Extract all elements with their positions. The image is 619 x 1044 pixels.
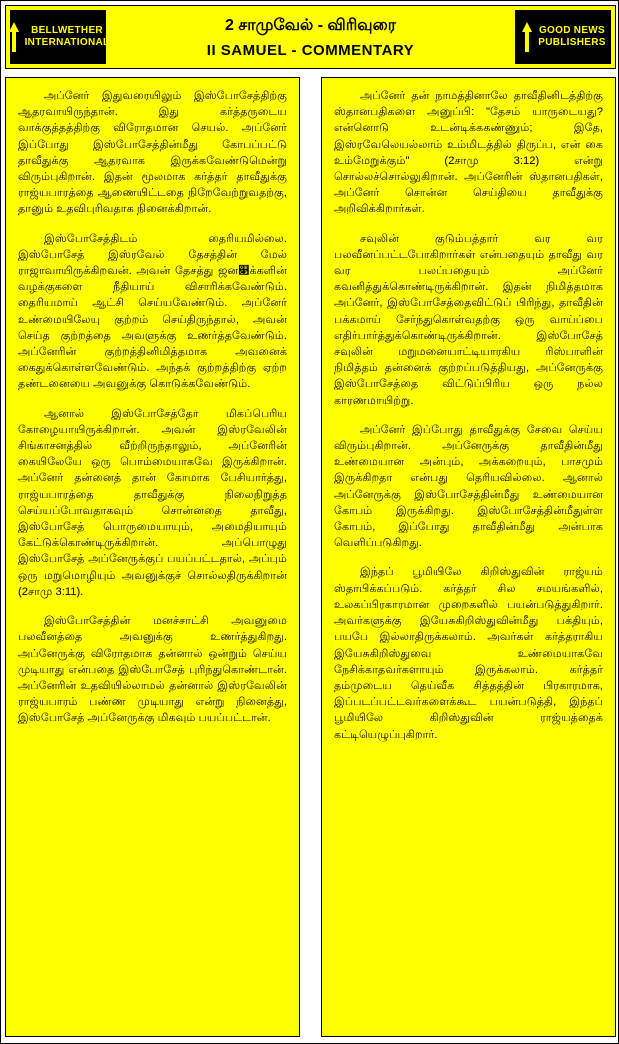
paragraph: அப்னேர் இதுவரையிலும் இஸ்போசேத்திற்கு ஆதரவாயிருந்தான். இது கர்த்தருடைய வாக்குத்தத்திற்கு விரோதமான செயல். அப்னேர் இப்போது இஸ்போசேத்தின்மீது கோபப்பட்டு தாவீதுக்கு ஆதரவாக இருக்கவேண்டுமென்று விரும்புகிறான். இதன் மூலமாக கர்த்தர் தாவீதுக்கு ராஜ்யபாரத்தை ஆணையிட்டதை நிறேவேற்றுவதற்கு, தானும் உதவிபுரிவதாக நினைக்கிறான்.	[18, 90, 287, 216]
text-column-left	[5, 77, 300, 1037]
page-title-english: II SAMUEL - COMMENTARY	[206, 41, 415, 59]
paragraph: அப்னேர் தன் நாமத்தினாலே தாவீதினிடத்திற்கு ஸ்தானபதிகளை அனுப்பி: "தேசம் யாருடையது? என்னொடு உடன்டிக்ககண்ணும்; இதே, இஸ்ரவேலெயல்லாம் உம்மிடத்தில் திருப்ப, என் கை உம்மேறுக்கும்" (2சாமு 3:12) என்று சொல்லச்சொல்லுகிறான். அப்னேரின் ஸ்தானபதிகள், அப்னேர் சொன்ன செய்தியை தாவீதுக்கு அறிவிக்கிறார்கள்.	[334, 90, 603, 216]
logo-left-line2: INTERNATIONAL	[24, 37, 110, 48]
logo-left-line1: BELLWETHER	[31, 25, 103, 36]
text-column-right	[321, 77, 616, 1037]
page-title-tamil: 2 சாமுவேல் - விரிவுரை	[225, 16, 396, 34]
document-title-block	[106, 6, 515, 68]
publisher-logo-good-news	[515, 10, 611, 64]
logo-right-line1: GOOD NEWS	[538, 25, 606, 36]
torch-icon	[520, 22, 534, 52]
torch-icon	[7, 22, 21, 52]
paragraph: இஸ்போசேத்திடம் தைரியமில்லை. இஸ்போசேத் இஸ்ரவேல் தேசத்தின் மேல் ராஜாவாயிருக்கிறவன். அவன் தேசத்து ஜன௃க்களின் வழக்குகளை நீதியாய் விசாரிக்கவேண்டும். தைரியமாய் ஆட்சி செய்யவேண்டும். அப்னேர் உண்மையிலேயு குற்றம் செய்திருந்தால், அவன் செய்த குற்றத்தை அவளுக்கு உணர்த்தவேண்டும். அப்னேரின் குற்றத்தினிமித்தமாக அவனைக் கைதுக்கொள்ளவேண்டும். அந்தக் குற்றத்திற்கு ஏற்ற தண்டனையை அவனுக்கு கொடுக்கவேண்டும்.	[18, 232, 287, 391]
document-header	[5, 5, 616, 69]
paragraph: இந்தப் பூமியிலே கிறிஸ்துவின் ராஜ்யம் ஸ்தாபிக்கப்படும். கர்த்தர் சில சமயங்களில், உலகப்பிரகாரமான முறைகளில் பயன்படுத்துகிறார். அவர்களுக்கு இயேசுகிறிஸ்துவின்மீது பக்தியும், பயபே இல்லாதிருக்கலாம். அவர்கள் கர்த்தராகிய இயேசுகிறிஸ்துவை உண்மையாகவே நேசிக்காதவர்களாயும் இருக்கலாம். கர்த்தர் தம்முடைய தெய்வீக சித்தத்தின் பிரகாரமாக, இப்படப்பட்டவர்களைக்கூட பயன்படுத்தி, இந்தப் பூமியிலே கிறிஸ்துவின் ராஜ்யத்தைக் கட்டியெழுப்புகிறார்.	[334, 566, 603, 741]
paragraph: ஆனால் இஸ்போசேத்தோ மிகப்பெரிய கோழையாயிருக்கிறான். அவன் இஸ்ரவேலின் சிங்காசனத்தில் வீற்றிருந்தாலும், அப்னேரின் கையிலேயே ஒரு பொம்மையாகவே இருக்கிறான். அப்னேர் தன்னைத் தான் கோமாக பேசியார்த்து, ராஜ்யபாரத்தை தாவீதுக்கு நிலைநிறுத்த செய்யப்போவதாகவும் சொன்னதை தாவீது, இஸ்போசேத் பொருமையாயும், அமைதியாயும் கேட்டுக்கொண்டிருக்கிறான். அப்பொழுது இஸ்போசேத் அப்னேருக்குப் பயப்பட்டதால், அப்பும் ஒரு மறுமொழியும் அவனுக்குச் சொல்லதிருக்கிறான் (2சாமு 3:11).	[18, 407, 287, 598]
publisher-logo-bellwether	[10, 10, 110, 64]
paragraph: அப்னேர் இப்போது தாவீதுக்கு சேவை செய்ய விரும்புகிறான். அப்னேருக்கு தாவீதின்மீது உண்மையான அன்பும், அக்கறையும், பாசமும் இருக்கிறதா என்பது தெரியவில்லை. ஆனால் அப்னேருக்கு இஸ்போசேத்தின்மீது உண்மையான கோபம் இருக்கிறது. இஸ்போசேத்தின்மீதுள்ள கோபம், இப்போது தாவீதின்மீது அன்பாக வெளிப்படுகிறது.	[334, 423, 603, 550]
paragraph: இஸ்போசேத்தின் மனச்சாட்சி அவனுமை பலவீனத்தை அவனுக்கு உணர்த்துகிறது. அப்னேருக்கு விரோதமாக தன்னால் ஒன்றும் செய்ய முடியாது என்பதை இஸ்போசேத் புரிந்துகொண்டான். அப்னேரின் உதவியில்லாமல் தன்னால் இஸ்ரவேலின் ராஜ்யபாரம் பண்ண முடியாது என்று நினைத்து, இஸ்போசேத் அப்னேருக்கு மிகவும் பயப்பட்டான்.	[18, 615, 287, 725]
paragraph: சவுலின் குடும்பத்தார் வர வர பலவீனப்பட்டபோகிறார்கள் என்பதையும் தாவீது வர வர பலப்பதையும் அப்னேர் கவனித்துக்கொண்டிருக்கிறான். இதன் நிமித்தமாக அப்னேர், இஸ்போசேத்தைவிட்டுப் பிரிந்து, தாவீதின் பக்கமாய் சேர்ந்துகொள்வதற்கு ஒரு வாய்ப்பை எதிர்பார்த்துக்கொண்டிருக்கிறான். இஸ்போசேத் சவுலின் மறுமனையாட்டியாரகிய ரிஸ்பாளின் நிமித்தம் தன்னைக் குற்றப்படுத்தியது, அப்னேருக்கு இஸ்போசேத்தை விட்டுப்பிரிய ஒரு நல்ல காரணமாயிற்று.	[334, 232, 603, 407]
logo-right-line2: PUBLISHERS	[538, 37, 606, 48]
